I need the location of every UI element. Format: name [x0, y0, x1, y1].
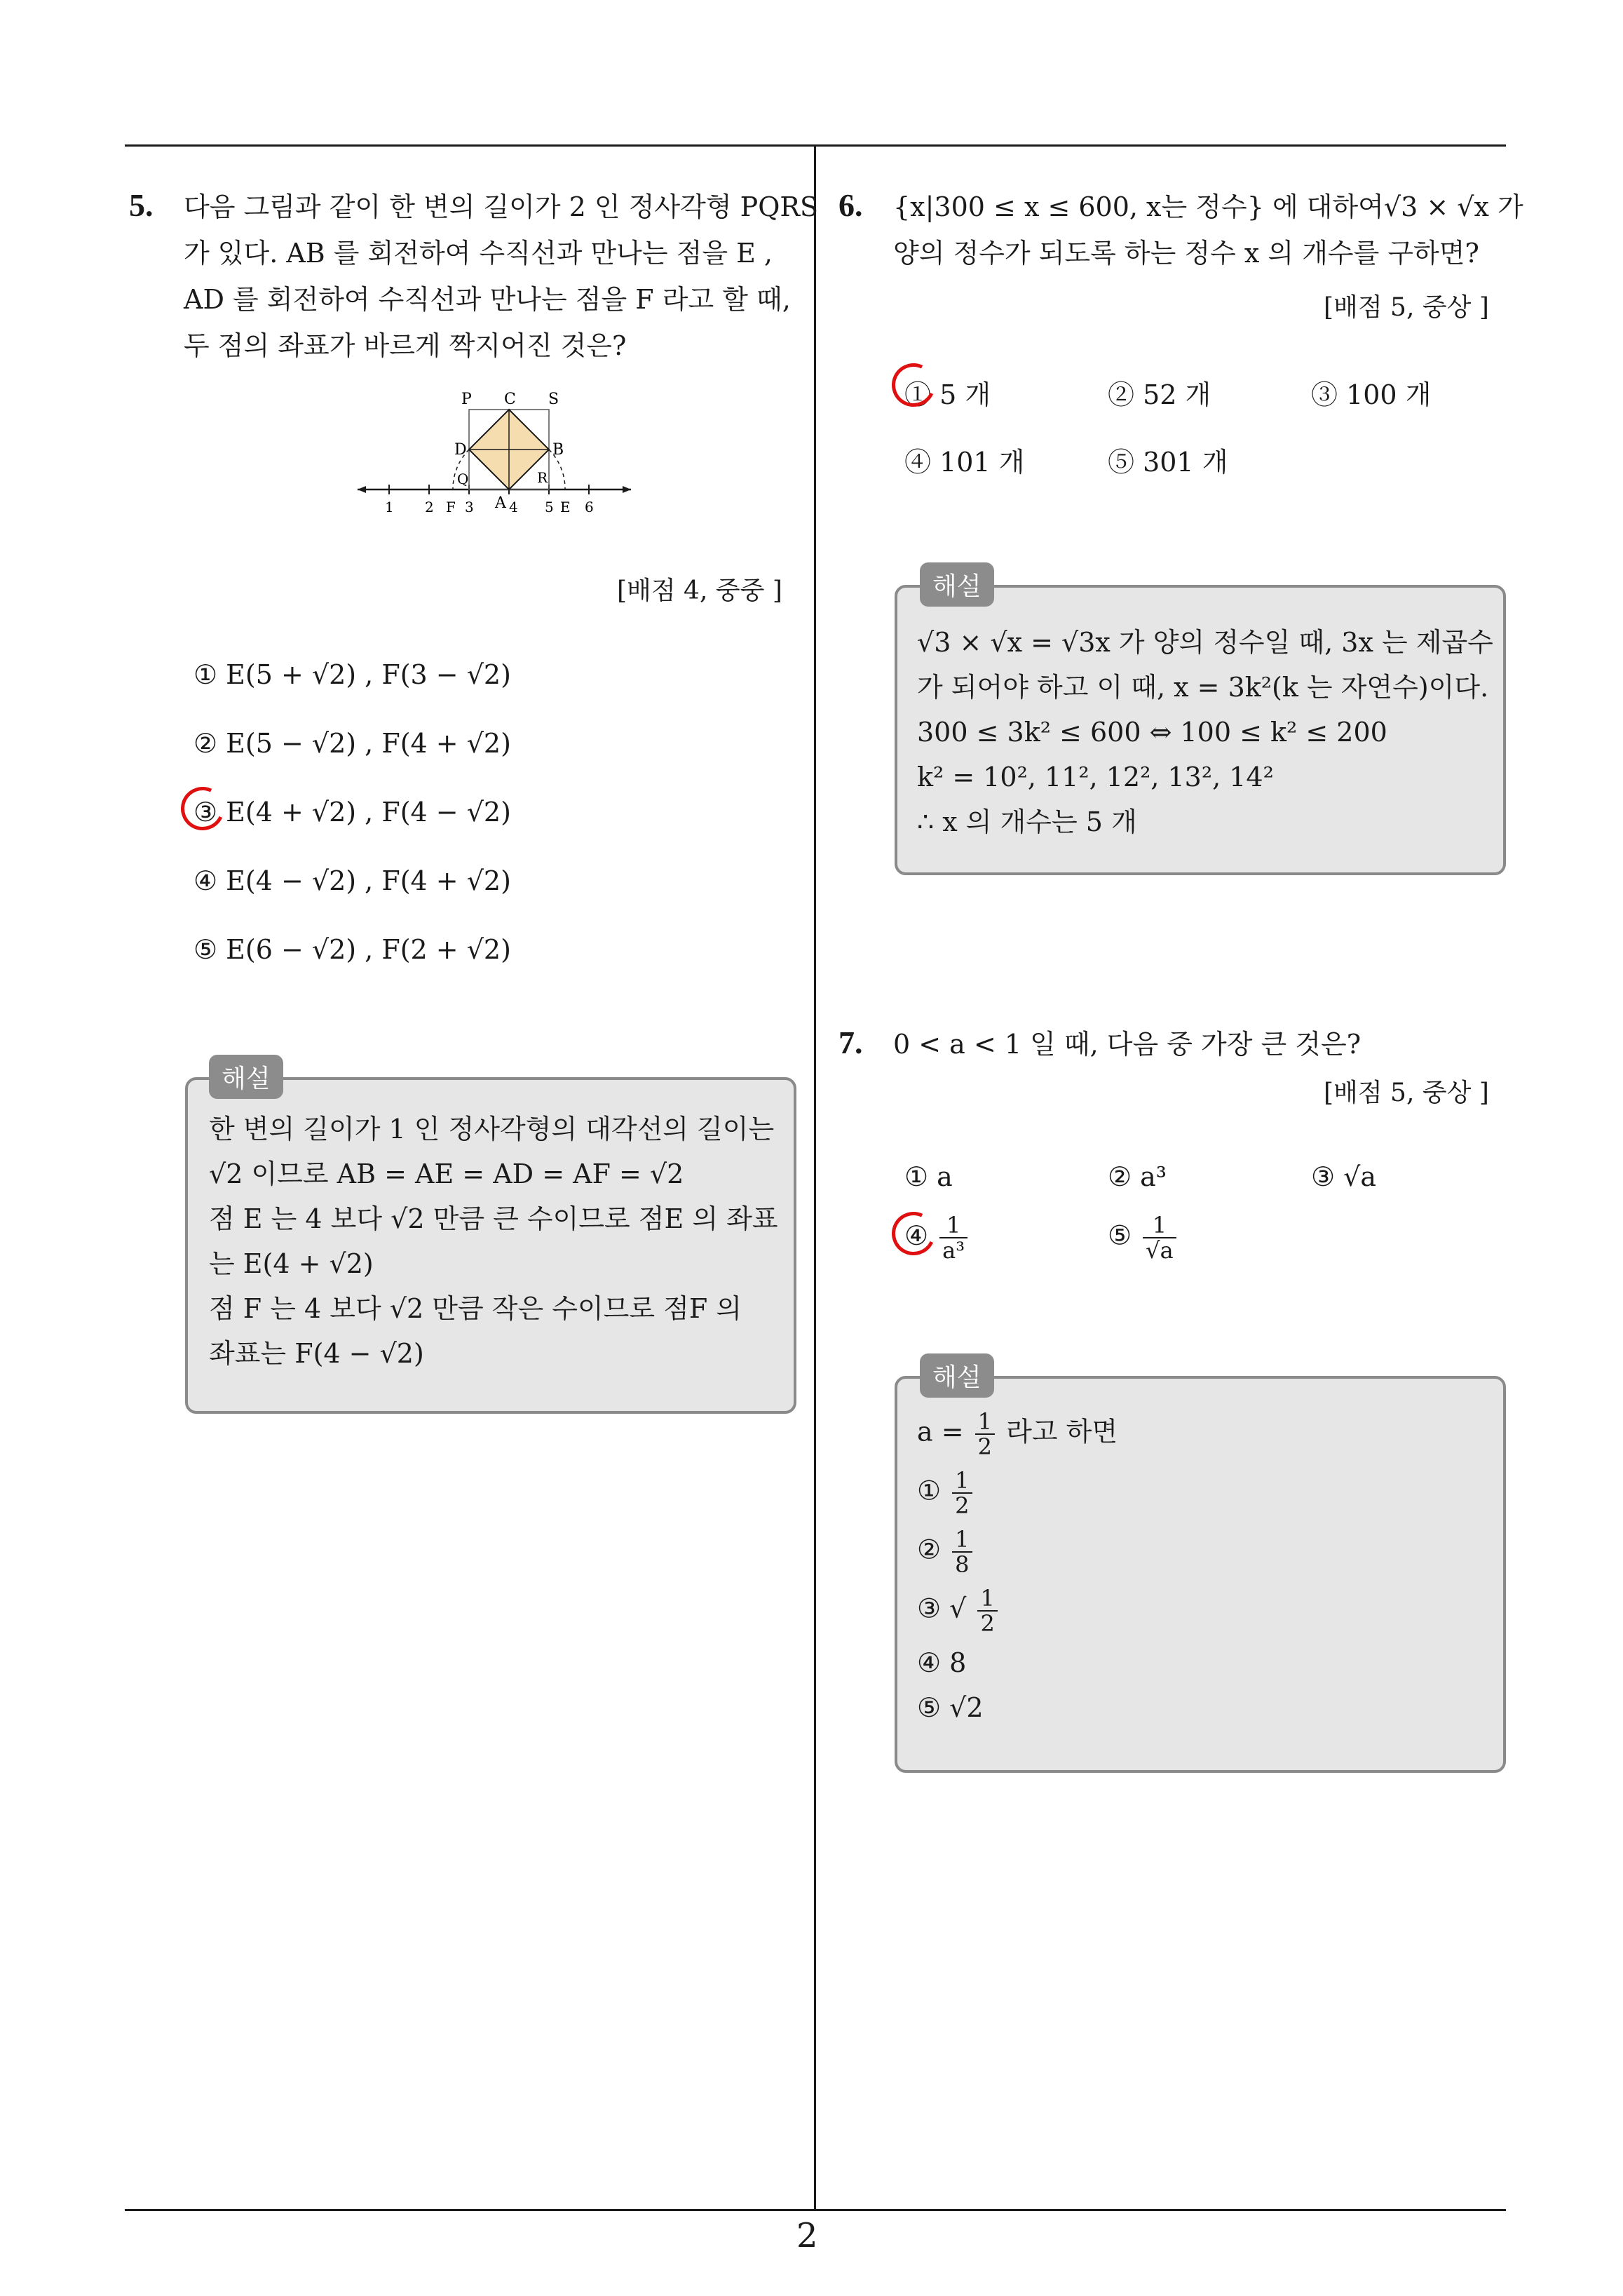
q6-exp-line-5: ∴ x 의 개수는 5 개: [917, 806, 1137, 837]
q7-option-4-mark: ④: [904, 1220, 929, 1251]
q5-question: [184, 184, 818, 369]
q7-exp-l2-num: 1: [952, 1468, 972, 1494]
q5-exp-line-1: 한 변의 길이가 1 인 정사각형의 대각선의 길이는: [209, 1114, 775, 1144]
column-divider: [814, 144, 816, 2209]
fig-tick-1: 1: [385, 499, 394, 515]
q7-exp-l2-frac: [952, 1468, 972, 1518]
q7-exp-l4-num: 1: [977, 1586, 997, 1612]
q7-line-1: 0 < a < 1 일 때, 다음 중 가장 큰 것은?: [893, 1029, 1361, 1060]
fig-label-a: A: [495, 494, 506, 512]
q5-explanation-tag: 해설: [209, 1055, 283, 1099]
q6-line-2: 양의 정수가 되도록 하는 정수 x 의 개수를 구하면?: [893, 238, 1479, 269]
q6-option-1-text: ① 5 개: [904, 379, 991, 410]
q5-exp-line-2: √2 이므로 AB = AE = AD = AF = √2: [209, 1159, 684, 1189]
q7-exp-l3-frac: [952, 1527, 972, 1576]
q7-number: 7.: [838, 1025, 863, 1060]
q7-exp-line-5: ④ 8: [917, 1647, 967, 1678]
fig-label-q: Q: [457, 471, 469, 487]
fig-tick-f: F: [446, 499, 456, 515]
fig-tick-5: 5: [545, 499, 554, 515]
q6-option-5[interactable]: ⑤ 301 개: [1108, 447, 1228, 478]
q7-explanation-body: [917, 1410, 1118, 1725]
fig-tick-2: 2: [425, 499, 434, 515]
q7-exp-l1-post: 라고 하면: [1006, 1416, 1118, 1447]
q6-score: [배점 5, 중상 ]: [1324, 293, 1489, 322]
q7-exp-l3-mark: ②: [917, 1534, 942, 1565]
q7-option-3[interactable]: ③ √a: [1311, 1161, 1377, 1192]
q7-exp-l1-pre: a =: [917, 1416, 964, 1447]
q7-exp-l4-frac: [977, 1586, 997, 1635]
q5-option-3-text: ③ E(4 + √2) , F(4 − √2): [193, 797, 511, 828]
q7-option-1[interactable]: ① a: [904, 1161, 953, 1192]
q5-exp-line-3: 점 E 는 4 보다 √2 만큼 큰 수이므로 점E 의 좌표: [209, 1203, 778, 1234]
fig-label-d: D: [454, 441, 467, 459]
q6-exp-line-3: 300 ≤ 3k² ≤ 600 ⇔ 100 ≤ k² ≤ 200: [917, 717, 1387, 748]
q5-exp-line-4: 는 E(4 + √2): [209, 1248, 374, 1279]
q6-option-4[interactable]: ④ 101 개: [904, 447, 1025, 478]
q5-exp-line-5: 점 F 는 4 보다 √2 만큼 작은 수이므로 점F 의: [209, 1293, 742, 1324]
fig-label-c: C: [504, 391, 516, 408]
q5-option-3[interactable]: [193, 797, 511, 828]
q5-score: [배점 4, 중중 ]: [617, 576, 782, 605]
q5-figure: [351, 384, 645, 518]
q7-exp-l2-mark: ①: [917, 1475, 942, 1506]
fig-label-s: S: [548, 391, 559, 408]
q6-explanation-body: [917, 620, 1493, 844]
answer-circle-mark: [175, 781, 230, 836]
q7-exp-line-1: [917, 1410, 1118, 1459]
fig-label-p: P: [461, 391, 472, 408]
q7-option-5-fraction: [1143, 1213, 1176, 1262]
q5-line-4: 두 점의 좌표가 바르게 짝지어진 것은?: [184, 330, 627, 361]
fig-tick-3: 3: [465, 499, 474, 515]
q7-option-4-marker: [904, 1220, 928, 1251]
q6-exp-line-2: 가 되어야 하고 이 때, x = 3k²(k 는 자연수)이다.: [917, 672, 1489, 703]
fig-tick-6: 6: [585, 499, 594, 515]
q7-exp-l3-num: 1: [952, 1527, 972, 1553]
q7-option-5[interactable]: [1108, 1213, 1179, 1262]
bottom-rule: [125, 2209, 1506, 2211]
q5-option-5[interactable]: ⑤ E(6 − √2) , F(2 + √2): [193, 934, 511, 965]
q7-exp-l4-den: 2: [980, 1610, 995, 1637]
q7-option-4-den: a³: [942, 1237, 965, 1264]
q7-question: [893, 1021, 1361, 1067]
q6-explanation-tag: 해설: [920, 562, 994, 607]
q7-option-5-mark: ⑤: [1108, 1220, 1132, 1251]
q7-option-4[interactable]: [904, 1213, 970, 1262]
q7-explanation-tag: 해설: [920, 1353, 994, 1398]
q7-option-5-num: 1: [1143, 1213, 1176, 1238]
q7-exp-l4-mark: ③ √: [917, 1593, 967, 1624]
q6-number: 6.: [838, 187, 863, 223]
q5-number: 5.: [129, 187, 154, 223]
fig-label-r: R: [537, 469, 548, 486]
q6-option-3[interactable]: ③ 100 개: [1311, 379, 1432, 410]
q7-option-5-den: √a: [1146, 1237, 1174, 1264]
q5-line-1: 다음 그림과 같이 한 변의 길이가 2 인 정사각형 PQRS: [184, 191, 818, 222]
q6-option-1[interactable]: [904, 373, 991, 412]
q5-option-1[interactable]: ① E(5 + √2) , F(3 − √2): [193, 659, 511, 690]
q7-score: [배점 5, 중상 ]: [1324, 1079, 1489, 1107]
page-number: 2: [796, 2216, 818, 2255]
q7-exp-l1-frac: [975, 1410, 995, 1459]
q7-exp-line-3: [917, 1527, 1118, 1576]
q6-exp-line-4: k² = 10², 11², 12², 13², 14²: [917, 762, 1274, 792]
fig-tick-e: E: [560, 499, 571, 515]
q5-explanation-body: [209, 1107, 778, 1376]
q7-exp-l1-den: 2: [977, 1433, 993, 1460]
q7-option-4-fraction: [939, 1213, 967, 1262]
q6-question: [893, 184, 1523, 276]
q7-exp-l1-num: 1: [975, 1410, 995, 1435]
q6-line-1: {x|300 ≤ x ≤ 600, x는 정수} 에 대하여√3 × √x 가: [893, 191, 1523, 222]
q7-option-4-num: 1: [939, 1213, 967, 1238]
q5-line-2: 가 있다. AB 를 회전하여 수직선과 만나는 점을 E ,: [184, 238, 773, 269]
q5-exp-line-6: 좌표는 F(4 − √2): [209, 1338, 424, 1369]
q7-exp-line-6: ⑤ √2: [917, 1692, 984, 1723]
fig-tick-4: 4: [509, 499, 518, 515]
q5-option-4[interactable]: ④ E(4 − √2) , F(4 + √2): [193, 865, 511, 896]
q7-exp-line-4: [917, 1586, 1118, 1635]
q5-line-3: AD 를 회전하여 수직선과 만나는 점을 F 라고 할 때,: [184, 284, 791, 315]
q7-exp-l3-den: 8: [955, 1551, 970, 1578]
answer-circle-mark: [885, 1206, 941, 1261]
q7-exp-l2-den: 2: [955, 1492, 970, 1519]
q6-exp-line-1: √3 × √x = √3x 가 양의 정수일 때, 3x 는 제곱수: [917, 627, 1493, 658]
fig-label-b: B: [552, 441, 564, 459]
q7-exp-line-2: [917, 1468, 1118, 1518]
q6-option-2[interactable]: ② 52 개: [1108, 379, 1211, 410]
q7-option-2[interactable]: ② a³: [1108, 1161, 1167, 1192]
q5-option-2[interactable]: ② E(5 − √2) , F(4 + √2): [193, 728, 511, 759]
